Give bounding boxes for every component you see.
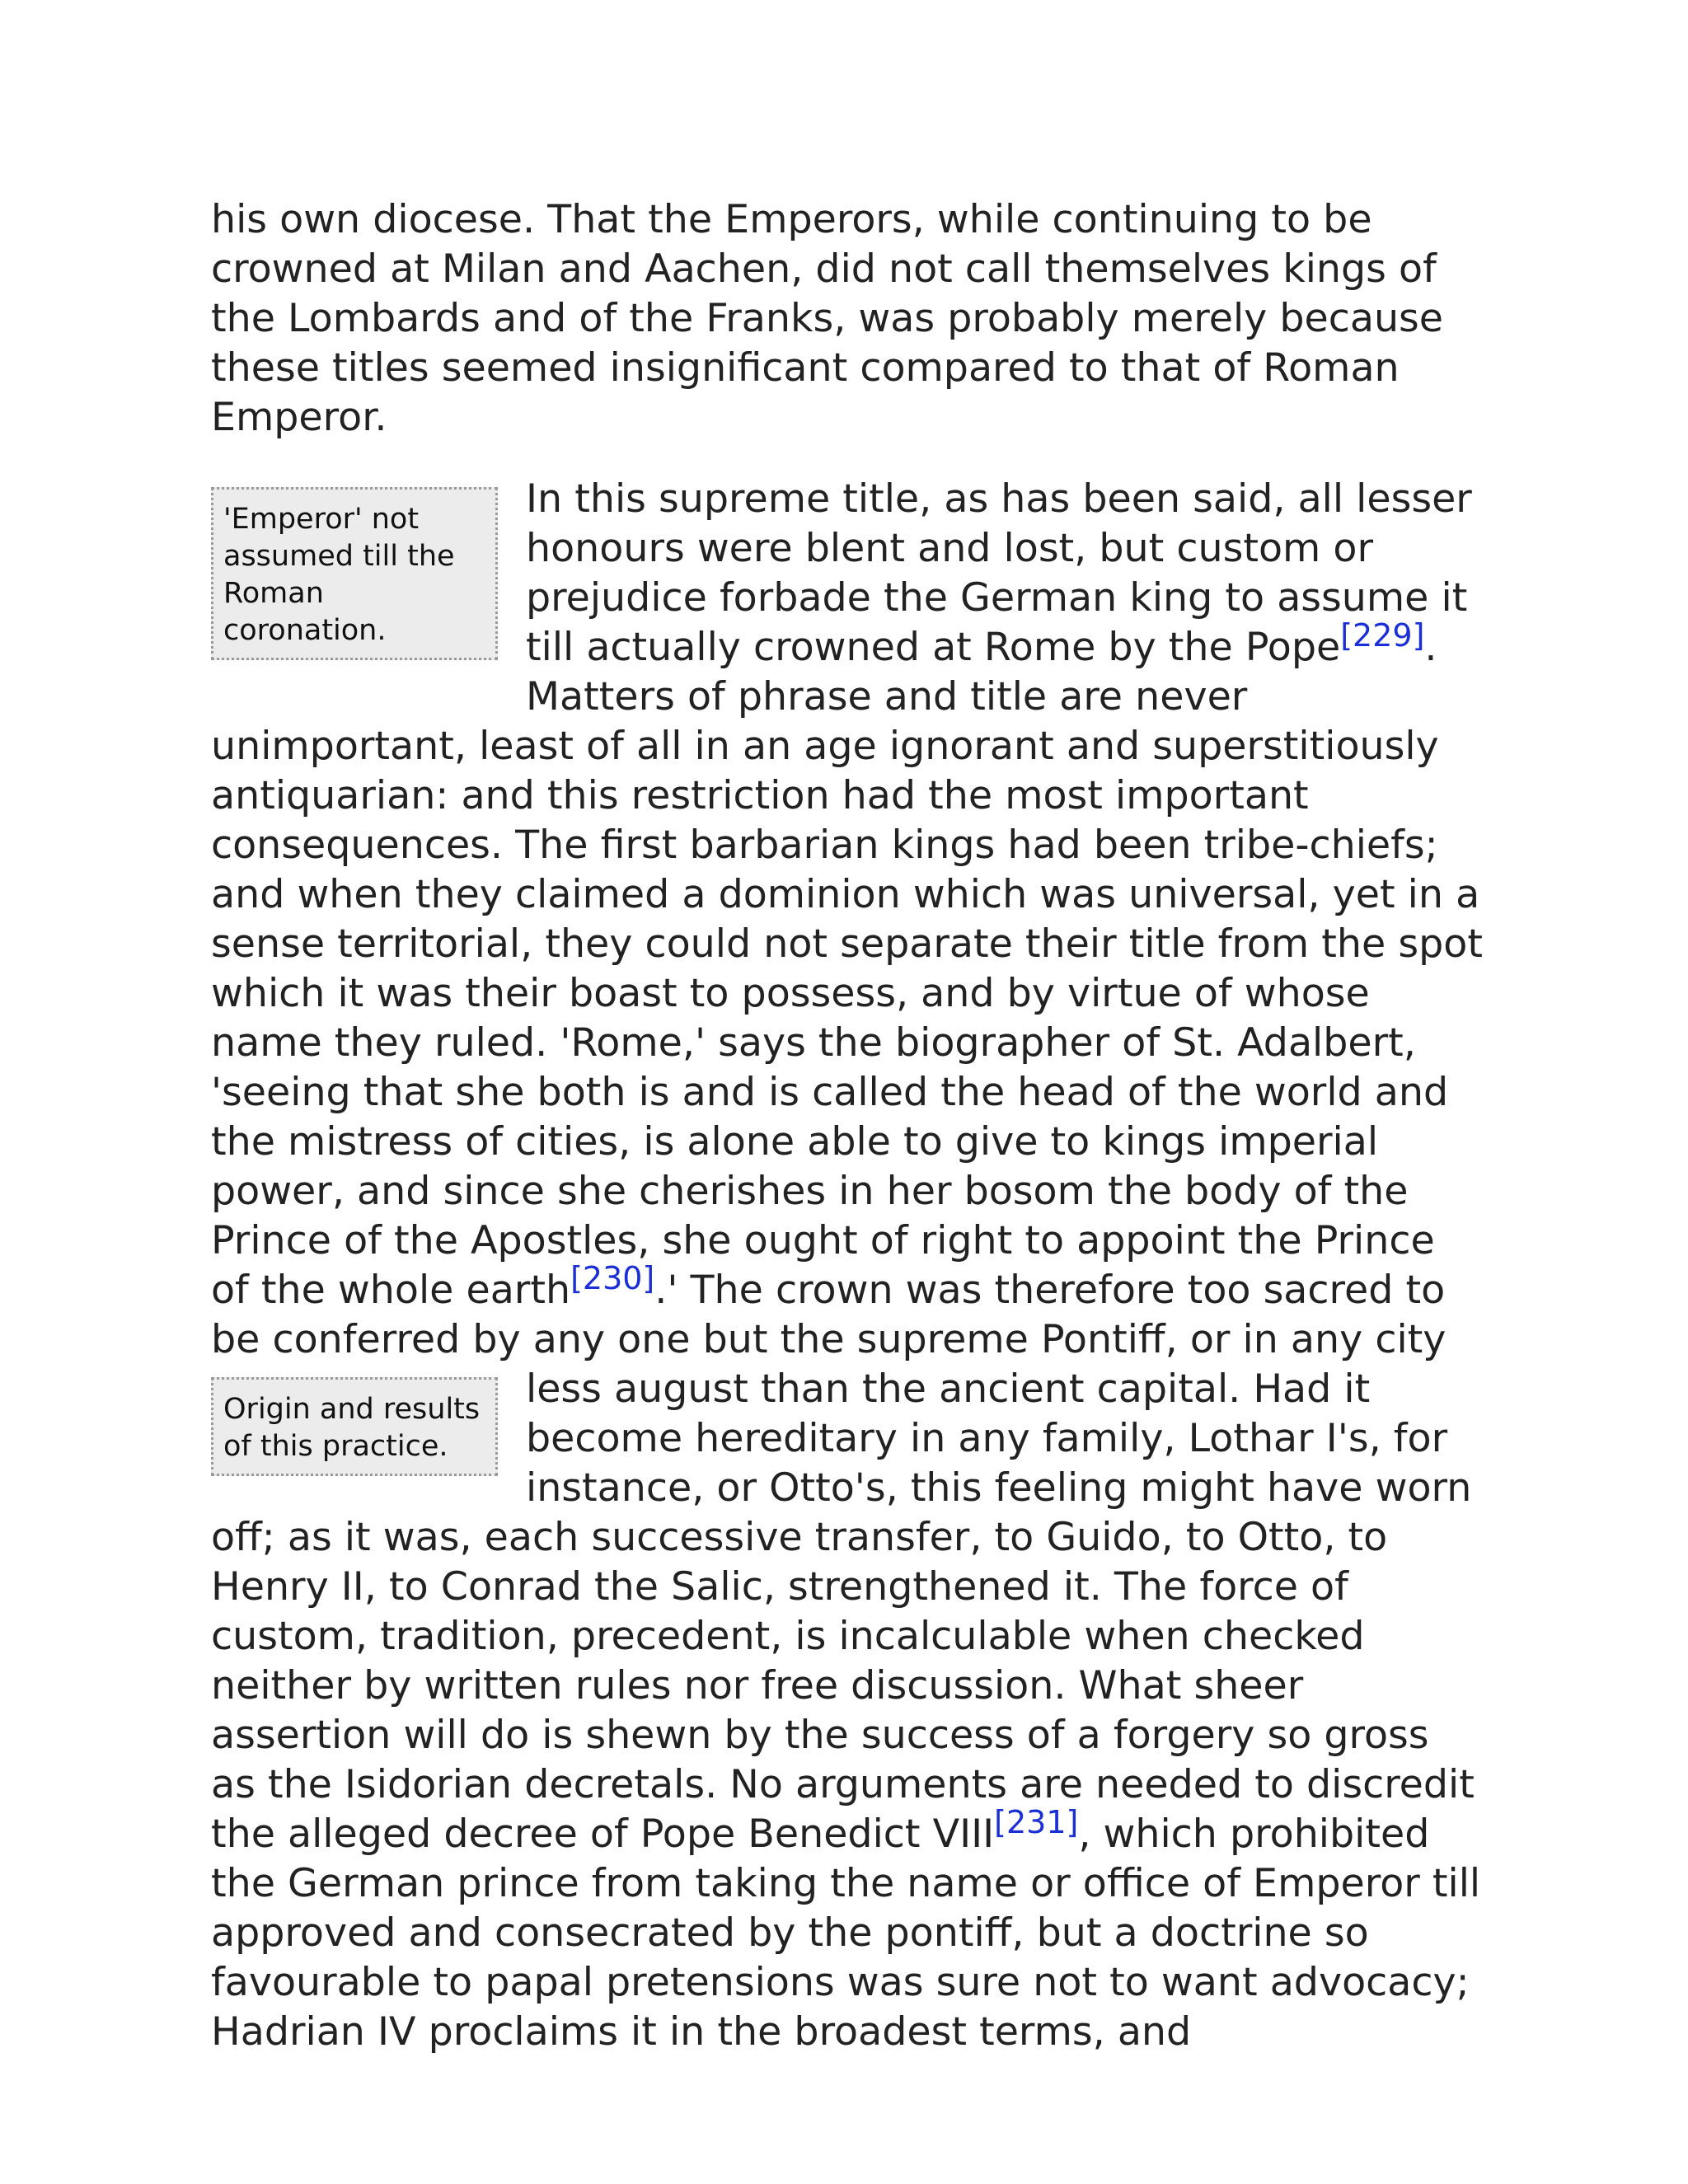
paragraph-2 bbox=[211, 475, 1484, 2057]
footnote-link-229[interactable]: [229] bbox=[1340, 617, 1425, 654]
paragraph-2-text-c: .' The crown was therefore too sacred to be conferred by any one but the supreme Pontiff, or in any city less august than the bbox=[211, 1268, 1447, 1412]
paragraph-2-text-a: In this supreme title, as has been said, all lesser honours were blent and lost, but custom or prejudice forbade the German king to assume it till actually crowned at Rome by the Pope bbox=[526, 476, 1472, 670]
sidenote-emperor-title: 'Emperor' not assumed till the Roman coronation. bbox=[211, 487, 498, 660]
paragraph-2-text-b: . Matters of phrase and title are never unimportant, least of all in an age ignorant and superstitiously antiquarian: and this restriction had the most important consequences. The first barbarian kings had been tribe-chiefs; and when they claimed a dominion which was universal, yet in a sense territorial, they could not separate their title from the spot which it was their boast to possess, and by virtue of whose name they ruled. 'Rome,' says the biographer of St. Adalbert, 'seeing that she both is and is called the head of the world and the mistress of cities, is alone able to give to kings imperial power, and since she cherishes in her bosom the body of the Prince of the Apostles, she ought of right to appoint the Prince of the whole earth bbox=[211, 625, 1483, 1313]
footnote-link-230[interactable]: [230] bbox=[570, 1260, 655, 1297]
paragraph-2-text-e: , which prohibited the German prince from taking the name or office of Emperor till approved and consecrated by the pontiff, but a doctrine so favourable to papal pretensions was sure not to want advocacy; Hadrian IV proclaims it in the broadest terms, and bbox=[211, 1811, 1481, 2055]
paragraph-2-text-d: ancient capital. Had it become hereditary in any family, Lothar I's, for instance, or Otto's, this feeling might have worn off; as it was, each successive transfer, to Guido, to Otto, to Henry II, to Conrad the Salic, strengthened it. The force of custom, tradition, precedent, is incalculable when checked neither by written rules nor free discussion. What sheer assertion will do is shewn by the success of a forgery so gross as the Isidorian decretals. No arguments are needed to discredit the alleged decree of Pope Benedict VIII bbox=[211, 1366, 1475, 1857]
page-body bbox=[211, 195, 1484, 2057]
footnote-link-231[interactable]: [231] bbox=[994, 1804, 1079, 1841]
sidenote-origin-results: Origin and results of this practice. bbox=[211, 1377, 498, 1476]
paragraph-1: his own diocese. That the Emperors, while continuing to be crowned at Milan and Aachen, did not call themselves kings of the Lombards and of the Franks, was probably merely because these titles seemed insignificant compared to that of Roman Emperor. bbox=[211, 197, 1444, 440]
